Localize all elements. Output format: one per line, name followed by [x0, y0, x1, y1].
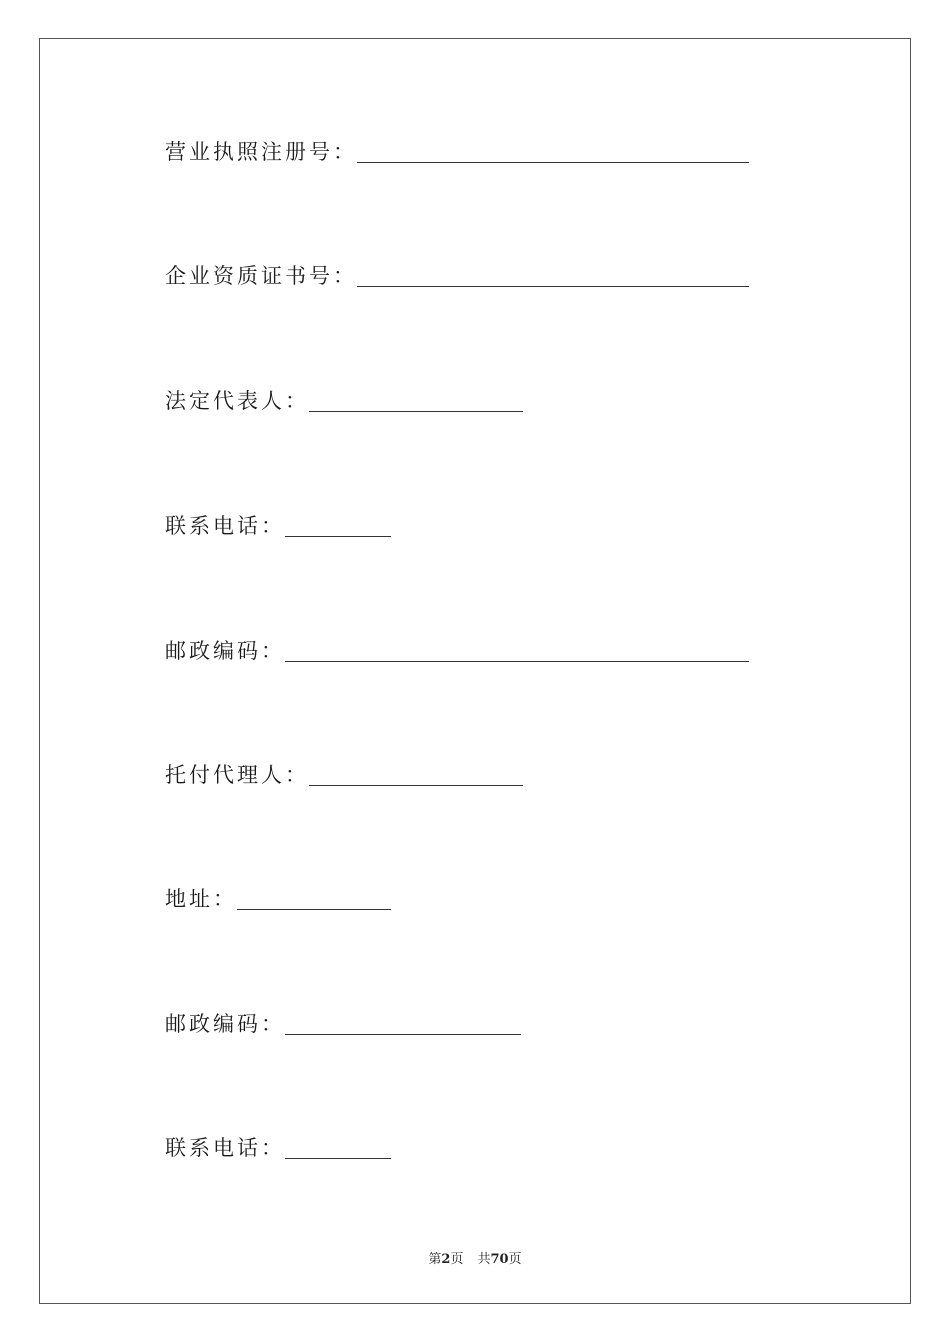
business-license-field	[165, 134, 749, 164]
postal-code-field-2	[165, 1006, 521, 1036]
footer-page-number: 2	[441, 1252, 451, 1267]
qualification-cert-label: 企业资质证书号：	[165, 264, 357, 288]
phone-blank-1[interactable]	[285, 536, 391, 537]
postal-code-label-1: 邮政编码：	[165, 639, 285, 663]
phone-field-1	[165, 508, 391, 538]
footer-prefix: 第	[428, 1252, 442, 1267]
address-blank[interactable]	[237, 909, 391, 910]
phone-label-1: 联系电话：	[165, 514, 285, 538]
footer-total-prefix: 共	[477, 1252, 491, 1267]
legal-rep-label: 法定代表人：	[165, 389, 309, 413]
postal-code-field-1	[165, 633, 749, 663]
page-footer	[0, 1248, 950, 1267]
legal-rep-field	[165, 383, 523, 413]
phone-blank-2[interactable]	[285, 1158, 391, 1159]
postal-code-blank-2[interactable]	[285, 1034, 521, 1035]
address-field	[165, 881, 391, 911]
page-frame	[39, 38, 911, 1304]
agent-label: 托付代理人：	[165, 763, 309, 787]
legal-rep-blank[interactable]	[309, 411, 523, 412]
postal-code-blank-1[interactable]	[285, 661, 749, 662]
qualification-cert-blank[interactable]	[357, 286, 749, 287]
phone-field-2	[165, 1130, 391, 1160]
footer-total-pages: 70	[490, 1252, 509, 1267]
footer-page-suffix: 页	[450, 1252, 464, 1267]
footer-total-suffix: 页	[508, 1252, 522, 1267]
agent-field	[165, 757, 523, 787]
phone-label-2: 联系电话：	[165, 1136, 285, 1160]
address-label: 地址：	[165, 887, 237, 911]
business-license-label: 营业执照注册号：	[165, 140, 357, 164]
qualification-cert-field	[165, 258, 749, 288]
postal-code-label-2: 邮政编码：	[165, 1012, 285, 1036]
agent-blank[interactable]	[309, 785, 523, 786]
business-license-blank[interactable]	[357, 162, 749, 163]
